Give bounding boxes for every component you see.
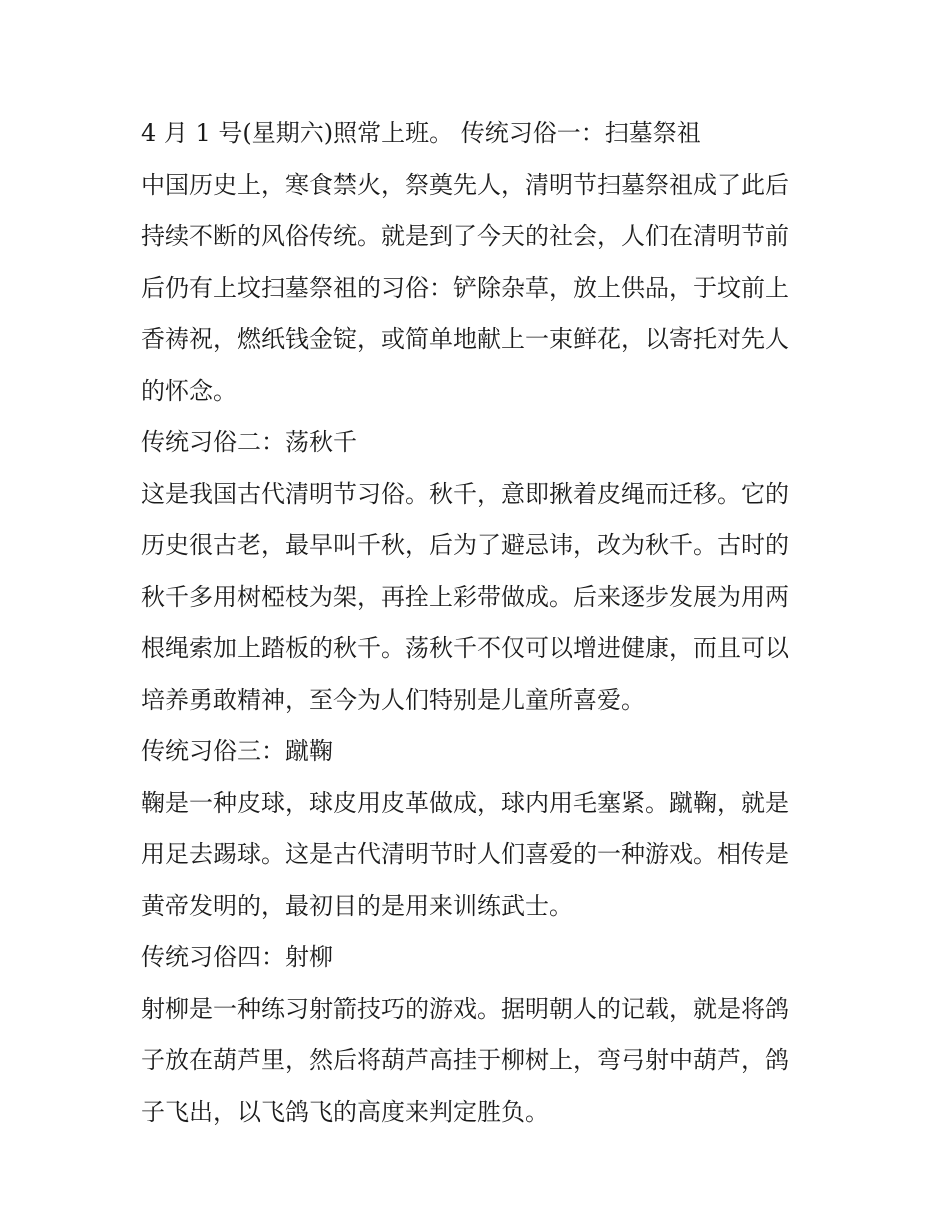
text-line: 培养勇敢精神，至今为人们特别是儿童所喜爱。 <box>141 685 645 714</box>
text-line: 鞠是一种皮球，球皮用皮革做成，球内用毛塞紧。蹴鞠，就是 <box>141 788 789 817</box>
text-line: 这是我国古代清明节习俗。秋千，意即揪着皮绳而迁移。它的 <box>141 479 789 508</box>
text-line: 历史很古老，最早叫千秋，后为了避忌讳，改为秋千。古时的 <box>141 531 789 559</box>
text-line: 香祷祝，燃纸钱金锭，或简单地献上一束鲜花，以寄托对先人 <box>141 325 789 353</box>
section-heading-custom-3: 传统习俗三：蹴鞠 <box>141 737 333 765</box>
section-heading-custom-2: 传统习俗二：荡秋千 <box>141 428 357 456</box>
text-line: 根绳索加上踏板的秋千。荡秋千不仅可以增进健康，而且可以 <box>141 634 789 662</box>
text-line: 中国历史上，寒食禁火，祭奠先人，清明节扫墓祭祖成了此后 <box>141 170 789 199</box>
text-line: 后仍有上坟扫墓祭祖的习俗：铲除杂草，放上供品，于坟前上 <box>141 273 789 302</box>
document-body <box>141 108 816 1138</box>
text-line: 持续不断的风俗传统。就是到了今天的社会，人们在清明节前 <box>141 222 789 250</box>
text-line: 秋千多用树椏枝为架，再拴上彩带做成。后来逐步发展为用两 <box>141 582 789 611</box>
text-line: 黄帝发明的，最初目的是用来训练武士。 <box>141 891 573 920</box>
text-line-intro-heading: 4 月 1 号(星期六)照常上班。 传统习俗一：扫墓祭祖 <box>141 119 701 147</box>
text-line: 的怀念。 <box>141 376 237 405</box>
text-line: 子放在葫芦里，然后将葫芦高挂于柳树上，弯弓射中葫芦，鸽 <box>141 1046 789 1074</box>
text-line: 射柳是一种练习射箭技巧的游戏。据明朝人的记载，就是将鸽 <box>141 994 789 1023</box>
text-line: 用足去踢球。这是古代清明节时人们喜爱的一种游戏。相传是 <box>141 840 789 868</box>
text-line: 子飞出，以飞鸽飞的高度来判定胜负。 <box>141 1097 549 1126</box>
section-heading-custom-4: 传统习俗四：射柳 <box>141 943 333 971</box>
